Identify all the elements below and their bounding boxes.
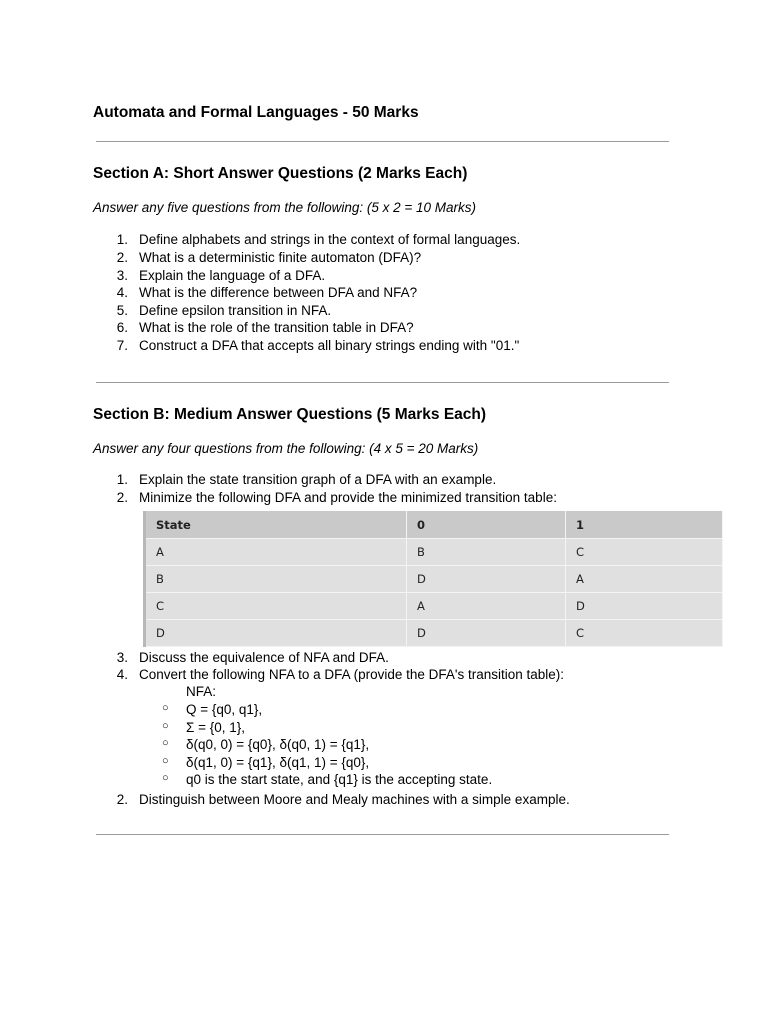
nfa-definition: Σ = {0, 1}, [186, 720, 246, 735]
table-cell: A [145, 539, 407, 566]
circle-bullet-icon: ○ [162, 720, 169, 732]
list-number: 6. [116, 320, 128, 335]
table-cell: C [145, 593, 407, 620]
dfa-transition-table [143, 511, 723, 647]
table-cell: C [566, 620, 723, 647]
list-number: 3. [116, 650, 128, 665]
list-number: 4. [116, 667, 128, 682]
table-cell: A [407, 593, 566, 620]
column-header: 0 [407, 511, 566, 539]
nfa-label: NFA: [186, 684, 217, 699]
list-number: 3. [116, 268, 128, 283]
divider [96, 834, 669, 835]
table-cell: A [566, 566, 723, 593]
list-number: 2. [116, 792, 128, 807]
divider [96, 382, 669, 383]
nfa-definition: Q = {q0, q1}, [186, 702, 263, 717]
table-cell: B [145, 566, 407, 593]
column-header: State [145, 511, 407, 539]
question-text: Explain the state transition graph of a DFA with an example. [139, 472, 497, 487]
table-header-row [145, 511, 723, 539]
question-text: Define alphabets and strings in the context of formal languages. [139, 232, 521, 247]
table-cell: C [566, 539, 723, 566]
question-text: Distinguish between Moore and Mealy machines with a simple example. [139, 792, 570, 807]
question-text: What is a deterministic finite automaton (DFA)? [139, 250, 422, 265]
section-a-heading: Section A: Short Answer Questions (2 Marks Each) [93, 165, 468, 182]
list-number: 1. [116, 232, 128, 247]
table-row [145, 593, 723, 620]
table-cell: D [407, 620, 566, 647]
divider [96, 141, 669, 142]
question-text: Discuss the equivalence of NFA and DFA. [139, 650, 389, 665]
table-row [145, 539, 723, 566]
question-text: What is the role of the transition table in DFA? [139, 320, 414, 335]
list-number: 2. [116, 250, 128, 265]
table-cell: D [566, 593, 723, 620]
column-header: 1 [566, 511, 723, 539]
section-a-instruction: Answer any five questions from the following: (5 x 2 = 10 Marks) [93, 200, 477, 215]
list-number: 4. [116, 285, 128, 300]
list-number: 5. [116, 303, 128, 318]
section-b-instruction: Answer any four questions from the following: (4 x 5 = 20 Marks) [93, 441, 479, 456]
circle-bullet-icon: ○ [162, 755, 169, 767]
list-number: 2. [116, 490, 128, 505]
section-b-heading: Section B: Medium Answer Questions (5 Marks Each) [93, 406, 487, 423]
circle-bullet-icon: ○ [162, 702, 169, 714]
table-row [145, 566, 723, 593]
list-number: 1. [116, 472, 128, 487]
page-title: Automata and Formal Languages - 50 Marks [93, 104, 419, 121]
nfa-definition: δ(q0, 0) = {q0}, δ(q0, 1) = {q1}, [186, 737, 370, 752]
nfa-definition: δ(q1, 0) = {q1}, δ(q1, 1) = {q0}, [186, 755, 370, 770]
circle-bullet-icon: ○ [162, 772, 169, 784]
question-text: Construct a DFA that accepts all binary strings ending with "01." [139, 338, 520, 353]
circle-bullet-icon: ○ [162, 737, 169, 749]
list-number: 7. [116, 338, 128, 353]
question-text: Define epsilon transition in NFA. [139, 303, 332, 318]
question-text: Convert the following NFA to a DFA (provide the DFA's transition table): [139, 667, 565, 682]
table-cell: D [145, 620, 407, 647]
question-text: Minimize the following DFA and provide the minimized transition table: [139, 490, 557, 505]
table-cell: B [407, 539, 566, 566]
nfa-definition: q0 is the start state, and {q1} is the accepting state. [186, 772, 493, 787]
question-text: What is the difference between DFA and NFA? [139, 285, 418, 300]
table-cell: D [407, 566, 566, 593]
table-row [145, 620, 723, 647]
question-text: Explain the language of a DFA. [139, 268, 326, 283]
